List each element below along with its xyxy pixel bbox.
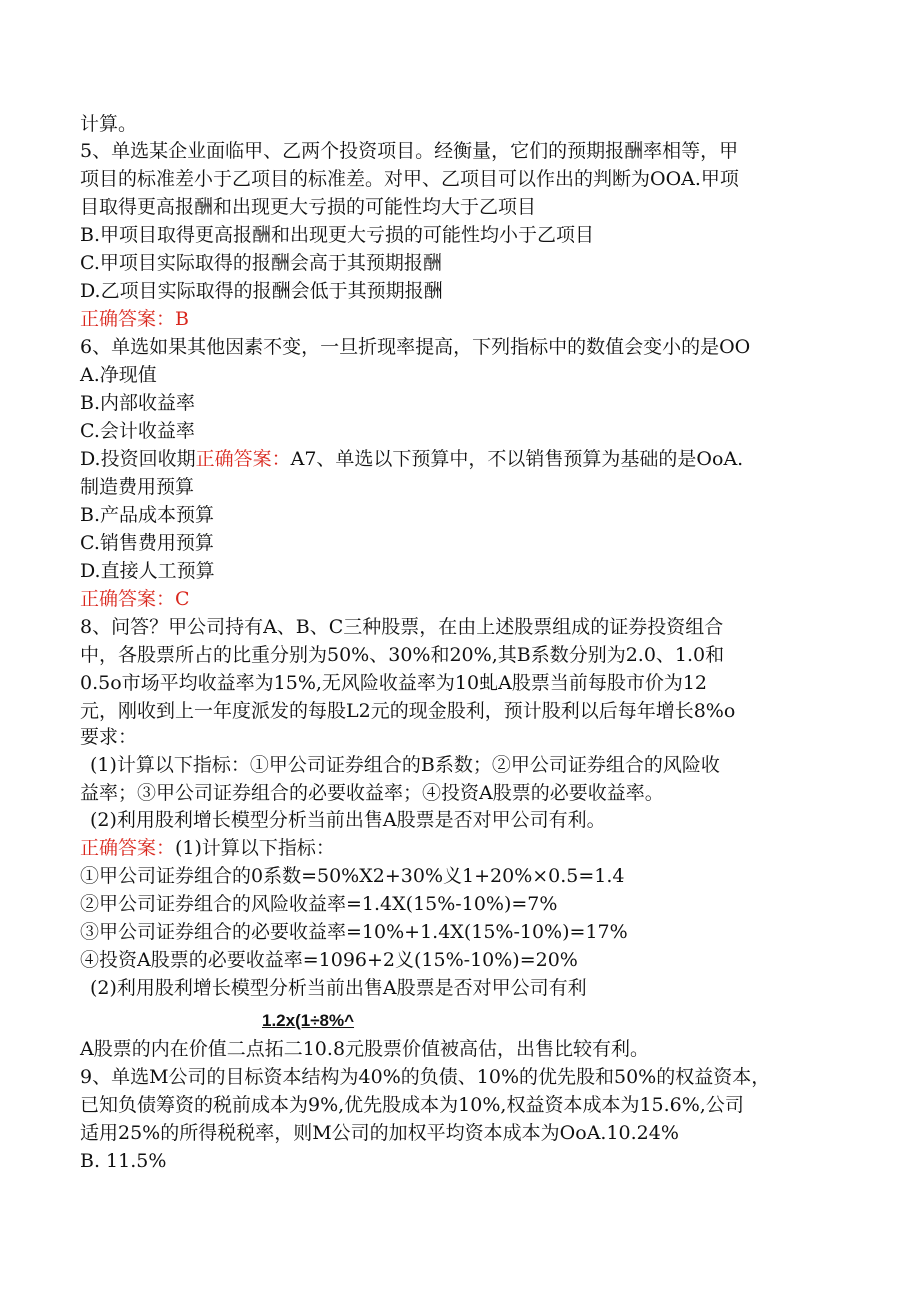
question-8-stem: 8、问答？甲公司持有A、B、C三种股票，在由上述股票组成的证券投资组合 [80,616,724,638]
question-9-stem: 9、单选M公司的目标资本结构为40%的负债、10%的优先股和50%的权益资本， [80,1066,771,1088]
question-6-option-a: A.净现值 [80,364,157,386]
question-8-requirement-1: 益率；③甲公司证券组合的必要收益率；④投资A股票的必要收益率。 [80,782,664,804]
text-line: 计算。 [80,113,138,135]
question-8-stem: 元，刚收到上一年度派发的每股L2元的现金股利，预计股利以后每年增长8%o [80,700,736,722]
answer-conclusion: A股票的内在价值二点拓二10.8元股票价值被高估，出售比较有利。 [80,1038,650,1060]
question-7-option-b: B.产品成本预算 [80,504,215,526]
question-8-requirement-2: (2)利用股利增长模型分析当前出售A股票是否对甲公司有利。 [90,809,606,831]
question-5-option-b: B.甲项目取得更高报酬和出现更大亏损的可能性均小于乙项目 [80,224,595,246]
question-5-stem: 5、单选某企业面临甲、乙两个投资项目。经衡量，它们的预期报酬率相等，甲 [80,140,739,162]
question-5-option-a: 目取得更高报酬和出现更大亏损的可能性均大于乙项目 [80,196,537,218]
question-8-stem: 0.5o市场平均收益率为15%,无风险收益率为10虬A股票当前每股市价为12 [80,672,708,694]
question-7-option-d: D.直接人工预算 [80,560,215,582]
answer-step: ③甲公司证券组合的必要收益率=10%+1.4X(15%-10%)=17% [80,921,628,943]
answer-label: 正确答案： [80,588,176,610]
answer-value: B [175,308,189,330]
question-6-option-d [80,445,743,473]
question-7-answer [80,585,190,613]
answer-step: ①甲公司证券组合的0系数=50%X2+30%义1+20%×0.5=1.4 [80,865,625,887]
question-9-stem: 已知负债筹资的税前成本为9%,优先股成本为10%,权益资本成本为15.6%,公司 [80,1094,744,1116]
question-8-requirement: 要求： [80,726,138,748]
question-9-option-b: B. 11.5% [80,1150,167,1172]
question-6-option-b: B.内部收益率 [80,392,196,414]
answer-label: 正确答案： [195,448,291,470]
question-7-option-a: 制造费用预算 [80,476,195,498]
option-text: D.投资回收期 [80,448,196,470]
question-9-stem: 适用25%的所得税税率，则M公司的加权平均资本成本为OoA.10.24% [80,1122,679,1144]
question-5-option-d: D.乙项目实际取得的报酬会低于其预期报酬 [80,280,443,302]
answer-label: 正确答案： [80,837,176,859]
answer-step: ④投资A股票的必要收益率=1096+2义(15%-10%)=20% [80,949,578,971]
answer-step: (2)利用股利增长模型分析当前出售A股票是否对甲公司有利 [90,977,587,999]
question-5-stem: 项目的标准差小于乙项目的标准差。对甲、乙项目可以作出的判断为OOA.甲项 [80,168,739,190]
question-6-stem: 6、单选如果其他因素不变，一旦折现率提高，下列指标中的数值会变小的是OO [80,336,751,358]
answer-label: 正确答案： [80,308,176,330]
question-8-answer [80,834,335,862]
question-8-requirement-1: (1)计算以下指标：①甲公司证券组合的B系数；②甲公司证券组合的风险收 [90,754,720,776]
question-6-option-c: C.会计收益率 [80,420,195,442]
question-7-stem: A7、单选以下预算中，不以销售预算为基础的是OoA. [290,448,744,470]
answer-value: (1)计算以下指标： [175,837,335,859]
question-5-answer [80,305,189,333]
question-8-stem: 中，各股票所占的比重分别为50%、30%和20%,其B系数分别为2.0、1.0和 [80,644,725,666]
question-7-option-c: C.销售费用预算 [80,532,214,554]
dividend-formula: 1.2x(1÷8%^ [262,1011,355,1030]
answer-value: C [175,588,190,610]
answer-step: ②甲公司证券组合的风险收益率=1.4X(15%-10%)=7% [80,893,558,915]
question-5-option-c: C.甲项目实际取得的报酬会高于其预期报酬 [80,252,442,274]
